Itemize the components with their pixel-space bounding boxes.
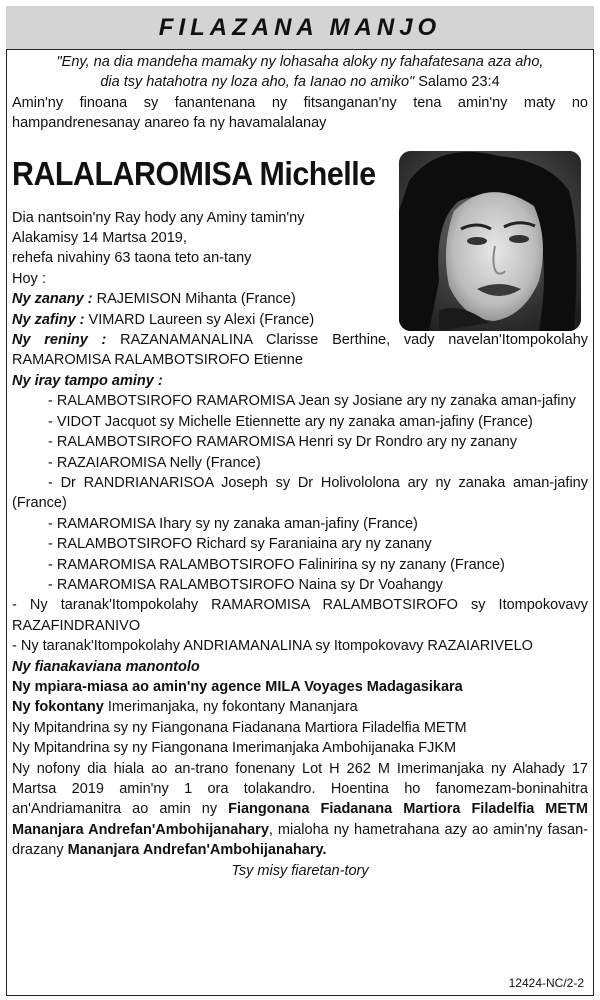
fokontany-entry	[12, 697, 588, 717]
church-entry-1: Ny Mpitandrina sy ny Fiangonana Fiadanana Martiora Filadelfia METM	[12, 719, 467, 736]
children-entry	[12, 289, 588, 309]
quote-line-2: dia tsy hatahotra ny loza aho, fa Ianao no amiko"	[100, 74, 415, 91]
sibling-item: - RAMAROMISA RALAMBOTSIROFO Naina sy Dr Voahangy	[48, 576, 443, 593]
sibling-item: - RAZAIAROMISA Nelly (France)	[48, 454, 261, 471]
colleagues-entry: Ny mpiara-miasa ao amin'ny agence MILA Voyages Madagasikara	[12, 678, 463, 695]
mother-name: RAZANAMANALINA Clarisse Berthine, vady navelan'Itompokolahy RAMAROMISA RALAMBOTSIROFO Etienne	[12, 332, 589, 369]
death-line-2: Alakamisy 14 Martsa 2019,	[12, 230, 187, 247]
funeral-text-1: Ny nofony dia hiala ao an-trano fonenany Lot H 262 M Imerimanjaka ny Alahady 17 Martsa 2019 amin'ny 1 ora tolakandro. Hoentina ho fanomezam-boninahitra an'Andriamanitra ao amin ny	[12, 760, 588, 818]
funeral-church: Fiangonana Fiadanana Martiora Filadelfia METM Mananjara Andrefan'Ambohijanahary	[12, 801, 588, 838]
death-line-1: Dia nantsoin'ny Ray hody any Aminy tamin'ny	[12, 209, 305, 226]
sibling-item: - Dr RANDRIANARISOA Joseph sy Dr Holivololona ary ny zanaka aman-jafiny (France)	[12, 474, 588, 512]
quote-reference: Salamo 23:4	[414, 74, 500, 91]
nephews-entry-1: - Ny taranak'Itompokolahy RAMAROMISA RALAMBOTSIROFO sy Itompokovavy RAZAFINDRANIVO	[12, 597, 588, 634]
grandchildren-names: VIMARD Laureen sy Alexi (France)	[84, 311, 315, 328]
reference-code: 12424-NC/2-2	[508, 976, 584, 990]
mother-label: Ny reniny :	[12, 332, 107, 349]
siblings-entry	[12, 371, 588, 391]
deceased-name: RALALAROMISA Michelle	[12, 154, 376, 192]
mother-entry	[12, 330, 588, 371]
death-line-3: rehefa nivahiny 63 taona teto an-tany	[12, 250, 252, 267]
sibling-item: - RAMAROMISA Ihary sy ny zanaka aman-jafiny (France)	[48, 515, 418, 532]
sibling-item: - VIDOT Jacquot sy Michelle Etiennette ary ny zanaka aman-jafiny (France)	[48, 413, 533, 430]
header-banner	[6, 6, 594, 50]
closing-note: Tsy misy fiaretan-tory	[231, 862, 369, 879]
funeral-burial-place: Mananjara Andrefan'Ambohijanahary.	[67, 842, 327, 859]
grandchildren-entry	[12, 310, 588, 330]
sibling-item: - RALAMBOTSIROFO RAMAROMISA Jean sy Josiane ary ny zanaka aman-jafiny	[48, 393, 576, 410]
sibling-item: - RALAMBOTSIROFO Richard sy Faraniaina ary ny zanany	[48, 536, 432, 553]
sibling-item: - RALAMBOTSIROFO RAMAROMISA Henri sy Dr Rondro ary ny zanany	[48, 434, 517, 451]
grandchildren-label: Ny zafiny :	[12, 311, 85, 328]
funeral-details	[12, 759, 588, 861]
intro-text: Amin'ny finoana sy fanantenana ny fitsanganan'ny tena amin'ny maty no hampandrenesanay anareo fa ny havamalalanay	[12, 94, 588, 132]
death-line-4: Hoy :	[12, 270, 46, 287]
header-title: FILAZANA MANJO	[158, 13, 442, 41]
children-names: RAJEMISON Mihanta (France)	[92, 291, 296, 308]
siblings-label: Ny iray tampo aminy :	[12, 372, 163, 389]
scripture-quote	[12, 52, 588, 93]
fokontany-label: Ny fokontany	[12, 699, 104, 716]
fokontany-text: Imerimanjaka, ny fokontany Mananjara	[103, 699, 358, 716]
church-entry-2: Ny Mpitandrina sy ny Fiangonana Imerimanjaka Ambohijanaka FJKM	[12, 740, 457, 757]
nephews-entry-2: - Ny taranak'Itompokolahy ANDRIAMANALINA sy Itompokovavy RAZAIARIVELO	[12, 638, 533, 655]
obituary-content	[12, 52, 588, 881]
funeral-text-2: , mialoha ny hametrahana azy ao amin'ny fasan-drazany	[12, 821, 588, 859]
sibling-item: - RAMAROMISA RALAMBOTSIROFO Falinirina sy ny zanany (France)	[48, 556, 505, 573]
children-label: Ny zanany :	[12, 291, 93, 308]
extended-family: Ny fianakaviana manontolo	[12, 658, 200, 675]
quote-line-1: "Eny, na dia mandeha mamaky ny lohasaha aloky ny fahafatesana aza aho,	[56, 54, 544, 70]
